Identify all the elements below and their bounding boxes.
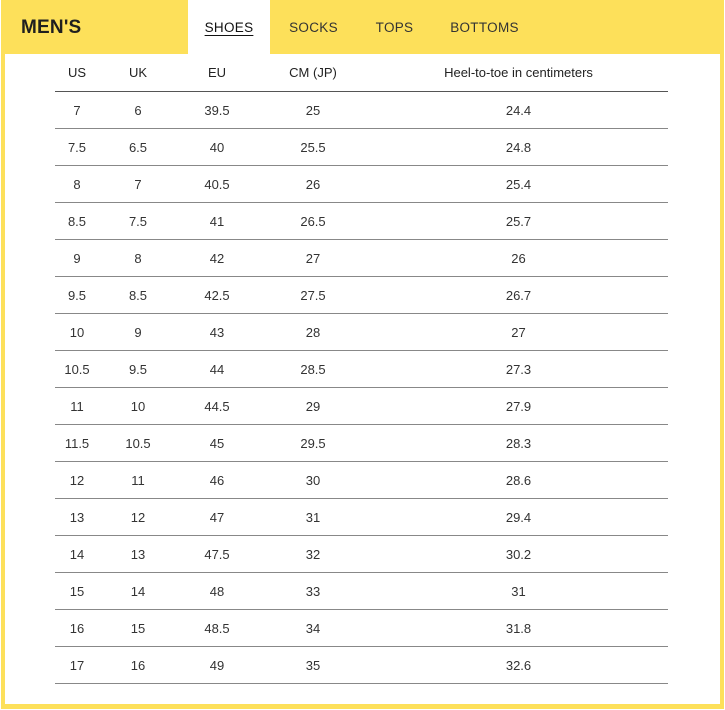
table-row: [55, 277, 668, 314]
table-row: [55, 388, 668, 425]
cell-cm-jp: 31: [257, 499, 369, 536]
cell-heel-to-toe: 28.3: [369, 425, 668, 462]
cell-heel-to-toe: 27.3: [369, 351, 668, 388]
cell-eu: 47.5: [177, 536, 257, 573]
cell-cm-jp: 29: [257, 388, 369, 425]
cell-cm-jp: 32: [257, 536, 369, 573]
cell-heel-to-toe: 26.7: [369, 277, 668, 314]
cell-cm-jp: 34: [257, 610, 369, 647]
cell-eu: 48: [177, 573, 257, 610]
table-row: [55, 240, 668, 277]
cell-cm-jp: 35: [257, 647, 369, 684]
cell-uk: 7: [99, 166, 177, 203]
tab-bottoms[interactable]: BOTTOMS: [450, 19, 519, 35]
column-header-us: US: [55, 54, 99, 92]
cell-heel-to-toe: 30.2: [369, 536, 668, 573]
table-row: [55, 92, 668, 129]
cell-eu: 42.5: [177, 277, 257, 314]
table-header-row: [55, 54, 668, 92]
cell-cm-jp: 25.5: [257, 129, 369, 166]
table-row: [55, 166, 668, 203]
cell-heel-to-toe: 29.4: [369, 499, 668, 536]
cell-eu: 42: [177, 240, 257, 277]
cell-eu: 43: [177, 314, 257, 351]
table-row: [55, 647, 668, 684]
cell-uk: 8: [99, 240, 177, 277]
cell-eu: 40.5: [177, 166, 257, 203]
column-header-uk: UK: [99, 54, 177, 92]
column-header-eu: EU: [177, 54, 257, 92]
cell-us: 12: [55, 462, 99, 499]
cell-us: 11.5: [55, 425, 99, 462]
cell-heel-to-toe: 31: [369, 573, 668, 610]
cell-heel-to-toe: 24.8: [369, 129, 668, 166]
cell-eu: 47: [177, 499, 257, 536]
cell-uk: 11: [99, 462, 177, 499]
cell-heel-to-toe: 26: [369, 240, 668, 277]
column-header-heel-to-toe: Heel-to-toe in centimeters: [369, 54, 668, 92]
cell-uk: 6.5: [99, 129, 177, 166]
cell-cm-jp: 29.5: [257, 425, 369, 462]
cell-heel-to-toe: 25.4: [369, 166, 668, 203]
cell-us: 16: [55, 610, 99, 647]
table-row: [55, 610, 668, 647]
cell-eu: 39.5: [177, 92, 257, 129]
cell-uk: 13: [99, 536, 177, 573]
cell-eu: 44: [177, 351, 257, 388]
cell-us: 13: [55, 499, 99, 536]
cell-us: 10.5: [55, 351, 99, 388]
table-row: [55, 203, 668, 240]
cell-us: 14: [55, 536, 99, 573]
table-row: [55, 425, 668, 462]
size-category-tabs: [188, 0, 537, 54]
cell-uk: 14: [99, 573, 177, 610]
size-chart-table: [55, 54, 668, 684]
cell-cm-jp: 27.5: [257, 277, 369, 314]
cell-uk: 10.5: [99, 425, 177, 462]
tab-shoes[interactable]: SHOES: [188, 0, 270, 54]
cell-uk: 10: [99, 388, 177, 425]
cell-heel-to-toe: 25.7: [369, 203, 668, 240]
cell-us: 10: [55, 314, 99, 351]
cell-us: 17: [55, 647, 99, 684]
cell-heel-to-toe: 28.6: [369, 462, 668, 499]
cell-heel-to-toe: 31.8: [369, 610, 668, 647]
tab-socks[interactable]: SOCKS: [289, 19, 338, 35]
cell-eu: 41: [177, 203, 257, 240]
size-chart-body: [55, 92, 668, 684]
category-title: MEN'S: [21, 17, 82, 38]
cell-cm-jp: 33: [257, 573, 369, 610]
cell-heel-to-toe: 27.9: [369, 388, 668, 425]
cell-eu: 46: [177, 462, 257, 499]
cell-heel-to-toe: 32.6: [369, 647, 668, 684]
cell-uk: 16: [99, 647, 177, 684]
cell-uk: 7.5: [99, 203, 177, 240]
cell-uk: 9.5: [99, 351, 177, 388]
table-row: [55, 536, 668, 573]
cell-us: 7.5: [55, 129, 99, 166]
table-row: [55, 129, 668, 166]
cell-us: 15: [55, 573, 99, 610]
cell-cm-jp: 25: [257, 92, 369, 129]
cell-uk: 8.5: [99, 277, 177, 314]
column-header-cm-jp: CM (JP): [257, 54, 369, 92]
cell-us: 8: [55, 166, 99, 203]
table-row: [55, 351, 668, 388]
cell-cm-jp: 30: [257, 462, 369, 499]
cell-us: 7: [55, 92, 99, 129]
cell-eu: 40: [177, 129, 257, 166]
cell-uk: 9: [99, 314, 177, 351]
table-row: [55, 462, 668, 499]
cell-eu: 49: [177, 647, 257, 684]
cell-heel-to-toe: 24.4: [369, 92, 668, 129]
table-row: [55, 573, 668, 610]
tab-tops[interactable]: TOPS: [375, 19, 414, 35]
size-guide-header: [1, 0, 724, 54]
size-chart-panel: [5, 54, 720, 704]
cell-cm-jp: 27: [257, 240, 369, 277]
cell-us: 9: [55, 240, 99, 277]
table-row: [55, 499, 668, 536]
cell-eu: 48.5: [177, 610, 257, 647]
cell-uk: 15: [99, 610, 177, 647]
cell-cm-jp: 28.5: [257, 351, 369, 388]
cell-us: 8.5: [55, 203, 99, 240]
cell-heel-to-toe: 27: [369, 314, 668, 351]
cell-uk: 6: [99, 92, 177, 129]
cell-cm-jp: 26: [257, 166, 369, 203]
cell-us: 11: [55, 388, 99, 425]
cell-cm-jp: 28: [257, 314, 369, 351]
cell-eu: 44.5: [177, 388, 257, 425]
cell-cm-jp: 26.5: [257, 203, 369, 240]
table-row: [55, 314, 668, 351]
size-guide-frame: [1, 0, 724, 709]
cell-us: 9.5: [55, 277, 99, 314]
cell-eu: 45: [177, 425, 257, 462]
cell-uk: 12: [99, 499, 177, 536]
